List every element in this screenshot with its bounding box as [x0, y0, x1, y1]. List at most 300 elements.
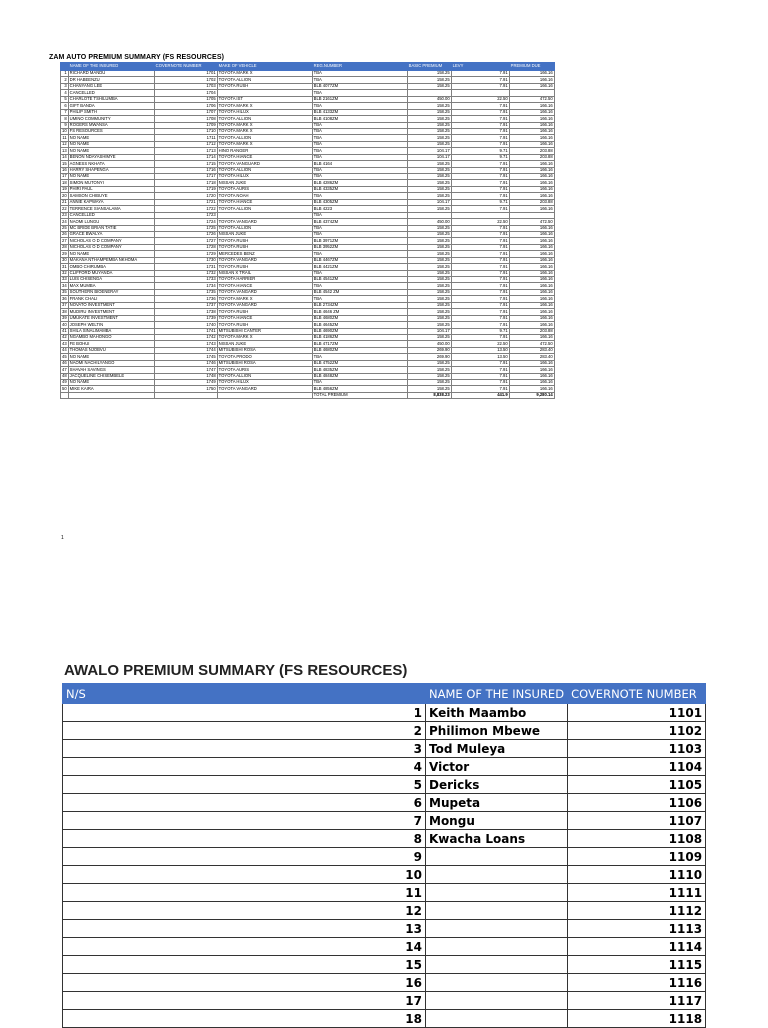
- table-cell: TBA: [312, 167, 407, 173]
- table-cell: BLB 4717ZM: [312, 341, 407, 347]
- table-cell: 158.25: [407, 289, 451, 295]
- table-cell: TBA: [312, 251, 407, 257]
- table-cell: TBA: [312, 174, 407, 180]
- table-cell: 17: [62, 173, 67, 179]
- table-cell: 1747: [154, 367, 217, 373]
- table-cell: 1103: [568, 740, 706, 758]
- table-cell: 1724: [154, 219, 217, 225]
- table-cell: 36: [62, 295, 67, 301]
- table-cell: 3: [61, 83, 69, 89]
- table-cell: 1718: [154, 180, 217, 186]
- table-cell: TBA: [312, 77, 407, 83]
- table-cell: 1117: [568, 992, 706, 1010]
- table-cell: BLB 4286ZM: [312, 180, 407, 186]
- table-cell: 7.91: [451, 257, 509, 263]
- table-cell: 7.91: [451, 186, 509, 192]
- table-cell: 7.91: [451, 373, 509, 379]
- table-cell: 1704: [154, 90, 217, 96]
- column-header: LEVY: [451, 63, 509, 71]
- table-cell: NICHOLAS O D COMPANY: [68, 238, 154, 244]
- table-cell: TOYOTA IST: [217, 96, 312, 102]
- table-cell: 1717: [154, 174, 217, 180]
- table-cell: NO NAME: [68, 251, 154, 257]
- table-cell: 166.16: [509, 128, 554, 134]
- table-cell: 1720: [154, 193, 217, 199]
- table-cell: 21: [62, 199, 67, 205]
- table-cell: TOYOTA RUSH: [217, 264, 312, 270]
- table-cell: Mupeta: [426, 794, 568, 812]
- table-cell: 472.50: [509, 219, 554, 225]
- table-cell: [426, 992, 568, 1010]
- table-cell: UMUKATE INVESTMENT: [68, 315, 154, 321]
- table-cell: 158.25: [407, 83, 451, 89]
- table-cell: 1742: [154, 334, 217, 340]
- table-cell: TOYOTA HIANCE: [217, 283, 312, 289]
- table-cell: TOYOTA RUSH: [217, 83, 312, 89]
- table-cell: MUDIRU INVESTMENT: [68, 309, 154, 315]
- table-row: [63, 740, 706, 758]
- table-cell: 7.91: [451, 386, 509, 392]
- table-cell: 1110: [568, 866, 706, 884]
- table-cell: 14: [63, 938, 426, 956]
- table-cell: BLB 3952ZM: [312, 244, 407, 250]
- table-cell: TOYOTA HIANCE: [217, 154, 312, 160]
- table-cell: CLIFFORD MUYANDA: [68, 270, 154, 276]
- table-row: [63, 974, 706, 992]
- table-cell: 1: [61, 71, 69, 77]
- table-cell: 158.25: [407, 386, 451, 392]
- table-cell: 158.25: [407, 322, 451, 328]
- zam-table-body: [61, 71, 555, 399]
- table-cell: 28: [62, 244, 67, 250]
- table-cell: 1105: [568, 776, 706, 794]
- table-cell: 1749: [154, 380, 217, 386]
- table-cell: 1746: [154, 360, 217, 366]
- table-cell: 1101: [568, 704, 706, 722]
- awalo-premium-table: [62, 683, 706, 1028]
- table-cell: 158.25: [407, 373, 451, 379]
- table-cell: HARRY SHAPENGA: [68, 167, 154, 173]
- table-cell: TOYOTA AURIS: [217, 367, 312, 373]
- table-cell: 13.50: [451, 354, 509, 360]
- table-cell: CHARLOTE TSHILUMBA: [68, 96, 154, 102]
- table-cell: 158.25: [407, 231, 451, 237]
- table-cell: FRANK CHALI: [68, 296, 154, 302]
- table-cell: 22.50: [451, 219, 509, 225]
- table-cell: 158.25: [407, 302, 451, 308]
- table-row: [63, 938, 706, 956]
- table-cell: 450.00: [407, 96, 451, 102]
- table-cell: 166.16: [509, 257, 554, 263]
- table-cell: 31: [62, 263, 67, 269]
- table-cell: 1734: [154, 283, 217, 289]
- table-cell: TOYOTA VANGARD: [217, 289, 312, 295]
- table-row: [63, 758, 706, 776]
- table-cell: TOYOTA ALLION: [217, 225, 312, 231]
- table-cell: BLB 4690ZM: [312, 328, 407, 334]
- table-cell: TOYOTA RUSH: [217, 309, 312, 315]
- table-cell: 22.50: [451, 96, 509, 102]
- table-cell: NISSAN JUKE: [217, 180, 312, 186]
- table-cell: 1721: [154, 199, 217, 205]
- table-cell: TBA: [312, 90, 407, 96]
- table-cell: 9.71: [451, 154, 509, 160]
- table-cell: 7.91: [451, 264, 509, 270]
- table-cell: 166.16: [509, 360, 554, 366]
- table-cell: TOYOTA ALLION: [217, 116, 312, 122]
- empty-cell: [217, 392, 312, 398]
- table-cell: 34: [62, 282, 67, 288]
- table-cell: 158.25: [407, 244, 451, 250]
- table-cell: TOYOTA MARK X: [217, 103, 312, 109]
- table-cell: FS RESOURCES: [68, 128, 154, 134]
- table-cell: RICHARD MANDU: [68, 71, 154, 77]
- table-cell: 1736: [154, 296, 217, 302]
- table-cell: 1745: [154, 354, 217, 360]
- table-row: [63, 704, 706, 722]
- table-cell: 50: [62, 385, 67, 391]
- table-cell: 472.50: [509, 341, 554, 347]
- table-cell: [426, 938, 568, 956]
- table-cell: 166.16: [509, 225, 554, 231]
- table-cell: 1118: [568, 1010, 706, 1028]
- table-cell: TBA: [312, 354, 407, 360]
- table-cell: 1738: [154, 309, 217, 315]
- table-cell: 1728: [154, 244, 217, 250]
- table-cell: 158.25: [407, 128, 451, 134]
- table-cell: 1703: [154, 83, 217, 89]
- table-cell: 7.91: [451, 296, 509, 302]
- table-cell: 35: [62, 289, 67, 295]
- table-cell: 1725: [154, 225, 217, 231]
- table-cell: 166.16: [509, 193, 554, 199]
- table-cell: 1115: [568, 956, 706, 974]
- table-row: [63, 1010, 706, 1028]
- table-cell: 1102: [568, 722, 706, 740]
- table-cell: 158.25: [407, 367, 451, 373]
- table-cell: 1116: [568, 974, 706, 992]
- table-cell: 45: [62, 353, 67, 359]
- table-cell: 9: [61, 122, 69, 128]
- table-cell: BLB 4541ZM: [312, 277, 407, 283]
- table-cell: 27: [62, 237, 67, 243]
- table-cell: 203.88: [509, 199, 554, 205]
- table-cell: 7.91: [451, 334, 509, 340]
- table-cell: 1715: [154, 161, 217, 167]
- total-premium-due: 9,280.14: [509, 392, 554, 398]
- table-cell: [426, 920, 568, 938]
- table-cell: 15: [63, 956, 426, 974]
- table-cell: 12: [62, 141, 67, 147]
- table-row: [63, 866, 706, 884]
- table-cell: 4: [63, 758, 426, 776]
- table-cell: 104.17: [407, 328, 451, 334]
- table-cell: Mongu: [426, 812, 568, 830]
- table-cell: Victor: [426, 758, 568, 776]
- table-cell: 7.91: [451, 135, 509, 141]
- column-header: [61, 63, 69, 71]
- table-cell: BLB 3971ZM: [312, 238, 407, 244]
- table-cell: 1719: [154, 186, 217, 192]
- table-row: [63, 812, 706, 830]
- table-cell: 166.16: [509, 186, 554, 192]
- table-cell: BLB 4646 ZM: [312, 309, 407, 315]
- table-cell: 1108: [568, 830, 706, 848]
- table-cell: TOYOTA NOAH: [217, 193, 312, 199]
- table-cell: BLB 4680ZM: [312, 315, 407, 321]
- table-cell: 7.91: [451, 206, 509, 212]
- table-cell: TOYOTA ALLION: [217, 206, 312, 212]
- table-cell: 203.88: [509, 154, 554, 160]
- table-cell: TOYOTA RUSH: [217, 244, 312, 250]
- table-cell: 2: [61, 77, 69, 83]
- table-cell: BLB 2734ZM: [312, 302, 407, 308]
- table-cell: TBA: [312, 225, 407, 231]
- table-cell: 1733: [154, 277, 217, 283]
- table-cell: TBA: [312, 148, 407, 154]
- table-cell: 49: [62, 379, 67, 385]
- table-cell: 7.91: [451, 302, 509, 308]
- table-cell: CANCELLED: [68, 90, 154, 96]
- table-cell: 166.16: [509, 141, 554, 147]
- table-cell: [426, 866, 568, 884]
- table-cell: 158.25: [407, 225, 451, 231]
- table-cell: 1740: [154, 322, 217, 328]
- table-cell: 166.16: [509, 264, 554, 270]
- table-cell: 41: [62, 328, 67, 333]
- table-cell: 1709: [154, 122, 217, 128]
- table-cell: 158.25: [407, 283, 451, 289]
- table-cell: 13.50: [451, 347, 509, 353]
- table-row: [63, 920, 706, 938]
- table-cell: 42: [62, 334, 67, 340]
- table-cell: 7.91: [451, 283, 509, 289]
- table-cell: BLB 4133ZM: [312, 109, 407, 115]
- table-cell: TOYOTA MARK X: [217, 141, 312, 147]
- table-cell: 9.71: [451, 199, 509, 205]
- table-cell: TBA: [312, 135, 407, 141]
- table-cell: TOYOTA HARRIER: [217, 277, 312, 283]
- table-cell: 166.16: [509, 77, 554, 83]
- table-cell: 1708: [154, 116, 217, 122]
- table-cell: BLB 4077ZM: [312, 83, 407, 89]
- table-cell: 7.91: [451, 238, 509, 244]
- table-cell: 6: [63, 794, 426, 812]
- table-cell: 9.71: [451, 328, 509, 334]
- table-cell: TOYOTA AURIS: [217, 186, 312, 192]
- table-cell: 1727: [154, 238, 217, 244]
- table-cell: [426, 902, 568, 920]
- table-row: [63, 794, 706, 812]
- table-cell: 7: [63, 812, 426, 830]
- table-cell: 1729: [154, 251, 217, 257]
- table-cell: NISSAN JUKE: [217, 231, 312, 237]
- table-cell: BLB 4542 ZM: [312, 289, 407, 295]
- table-cell: 1731: [154, 264, 217, 270]
- table-cell: 166.16: [509, 167, 554, 173]
- table-cell: Dericks: [426, 776, 568, 794]
- table-cell: 269.90: [407, 347, 451, 353]
- page-number: 1: [61, 535, 64, 541]
- column-header: N/S: [63, 684, 426, 704]
- column-header: MAKE OF VEHICLE: [217, 63, 312, 71]
- table-cell: TBA: [312, 122, 407, 128]
- column-header: COVERNOTE NUMBER: [568, 684, 706, 704]
- table-cell: 1748: [154, 373, 217, 379]
- table-cell: 166.16: [509, 116, 554, 122]
- column-header: NAME OF THE INSURED: [68, 63, 154, 71]
- table-cell: 1714: [154, 154, 217, 160]
- table-cell: 40: [62, 321, 67, 327]
- table-cell: 7.91: [451, 122, 509, 128]
- table-cell: 10: [63, 866, 426, 884]
- table-cell: NO NAME: [68, 174, 154, 180]
- column-header: PREMIUM DUE: [509, 63, 554, 71]
- table-cell: 7: [61, 109, 69, 115]
- table-cell: 7.91: [451, 83, 509, 89]
- table-cell: 166.16: [509, 161, 554, 167]
- table-cell: 158.25: [407, 238, 451, 244]
- table-cell: 1750: [154, 386, 217, 392]
- table-cell: TBA: [312, 212, 407, 218]
- table-cell: MAKANA NTHAMPEMBA NKHOMA: [68, 257, 154, 263]
- table-cell: PHIRI PAUL: [68, 186, 154, 192]
- empty-cell: [154, 392, 217, 398]
- table-cell: 26: [62, 231, 67, 237]
- table-row: [63, 992, 706, 1010]
- table-cell: 1713: [154, 148, 217, 154]
- table-cell: 166.16: [509, 122, 554, 128]
- awalo-summary-title: AWALO PREMIUM SUMMARY (FS RESOURCES): [64, 662, 408, 679]
- table-cell: AGNESS NKHATA: [68, 161, 154, 167]
- table-cell: MITSUBISHI ROSA: [217, 347, 312, 353]
- table-cell: 17: [63, 992, 426, 1010]
- table-cell: OMBO CHIRUMBA: [68, 264, 154, 270]
- table-cell: SAMSON CHIBUYE: [68, 193, 154, 199]
- table-cell: 1: [63, 704, 426, 722]
- table-cell: TBA: [312, 193, 407, 199]
- table-cell: TOYOTA ALLION: [217, 77, 312, 83]
- table-cell: TBA: [312, 71, 407, 77]
- table-cell: 39: [62, 315, 67, 321]
- table-cell: BLB 4645ZM: [312, 322, 407, 328]
- table-cell: TBA: [312, 380, 407, 386]
- table-cell: SOUTHERN BIOENERAY: [68, 289, 154, 295]
- table-cell: 166.16: [509, 180, 554, 186]
- table-cell: 11: [62, 134, 67, 140]
- table-row: [63, 956, 706, 974]
- table-cell: 1113: [568, 920, 706, 938]
- table-cell: THOMAS NJOBVU: [68, 347, 154, 353]
- table-cell: 44: [62, 347, 67, 353]
- table-cell: TOYOTA ALLION: [217, 167, 312, 173]
- table-cell: 158.25: [407, 186, 451, 192]
- table-cell: 158.25: [407, 270, 451, 276]
- table-cell: TOYOTA VANGUARD: [217, 161, 312, 167]
- table-cell: BLB 4421ZM: [312, 264, 407, 270]
- table-cell: UMINO COMMUNITY: [68, 116, 154, 122]
- table-cell: 166.16: [509, 244, 554, 250]
- total-row: [61, 392, 555, 398]
- table-cell: TOYOTA PRODO: [217, 354, 312, 360]
- table-cell: Kwacha Loans: [426, 830, 568, 848]
- table-cell: 158.25: [407, 71, 451, 77]
- table-cell: NO NAME: [68, 354, 154, 360]
- table-cell: 7.91: [451, 244, 509, 250]
- table-cell: 33: [62, 276, 67, 282]
- table-cell: GRACE BWALYA: [68, 231, 154, 237]
- table-cell: BLB 4467ZM: [312, 257, 407, 263]
- table-row: [63, 884, 706, 902]
- table-cell: 29: [62, 250, 67, 256]
- table-cell: 9: [63, 848, 426, 866]
- table-cell: [426, 974, 568, 992]
- table-cell: BLB 4223: [312, 206, 407, 212]
- table-cell: 7.91: [451, 309, 509, 315]
- table-cell: 7.91: [451, 193, 509, 199]
- table-cell: 30: [62, 257, 67, 263]
- table-cell: 166.16: [509, 296, 554, 302]
- table-cell: 158.25: [407, 334, 451, 340]
- table-cell: NGAMBO MAHONGO: [68, 334, 154, 340]
- table-cell: 19: [62, 186, 67, 192]
- table-cell: TOYOTA HILUX: [217, 109, 312, 115]
- zam-premium-table: [60, 62, 555, 399]
- table-cell: 104.17: [407, 154, 451, 160]
- table-cell: TERRENCE SIANSALAMA: [68, 206, 154, 212]
- table-cell: 12: [63, 902, 426, 920]
- table-cell: BLB 4752ZM: [312, 360, 407, 366]
- table-cell: 1106: [568, 794, 706, 812]
- table-cell: 1739: [154, 315, 217, 321]
- table-row: [63, 902, 706, 920]
- table-cell: 203.88: [509, 148, 554, 154]
- table-cell: 166.16: [509, 380, 554, 386]
- table-cell: TOYOTA VANGARD: [217, 302, 312, 308]
- zam-summary-title: ZAM AUTO PREMIUM SUMMARY (FS RESOURCES): [49, 54, 225, 61]
- table-cell: TOYOTA HIANCE: [217, 199, 312, 205]
- table-cell: CANCELLED: [68, 212, 154, 218]
- table-cell: SHILA SINALIMAMBA: [68, 328, 154, 334]
- table-cell: NO NAME: [68, 148, 154, 154]
- table-cell: [426, 848, 568, 866]
- table-cell: SIMON MUTONYI: [68, 180, 154, 186]
- table-cell: MERCEDES BENZ: [217, 251, 312, 257]
- table-cell: TOYOTA VANGARD: [217, 219, 312, 225]
- table-cell: DR HABEENZU: [68, 77, 154, 83]
- table-cell: TOYOTA MARK X: [217, 334, 312, 340]
- table-cell: 158.25: [407, 309, 451, 315]
- table-cell: 1732: [154, 270, 217, 276]
- table-cell: 166.16: [509, 309, 554, 315]
- total-levy: 441.9: [451, 392, 509, 398]
- table-cell: TOYOTA MARK X: [217, 128, 312, 134]
- table-cell: 7.91: [451, 367, 509, 373]
- column-header: COVERNOTE NUMBER: [154, 63, 217, 71]
- table-cell: TOYOTA HIANCE: [217, 315, 312, 321]
- table-cell: 166.16: [509, 231, 554, 237]
- table-cell: 158.25: [407, 167, 451, 173]
- table-cell: 7.91: [451, 277, 509, 283]
- table-cell: TOYOTA RUSH: [217, 322, 312, 328]
- table-cell: 13: [63, 920, 426, 938]
- table-cell: [426, 884, 568, 902]
- table-cell: 158.25: [407, 174, 451, 180]
- table-cell: MITSUBISHI ROSA: [217, 360, 312, 366]
- table-cell: 7.91: [451, 71, 509, 77]
- table-cell: 1722: [154, 206, 217, 212]
- table-cell: 158.25: [407, 122, 451, 128]
